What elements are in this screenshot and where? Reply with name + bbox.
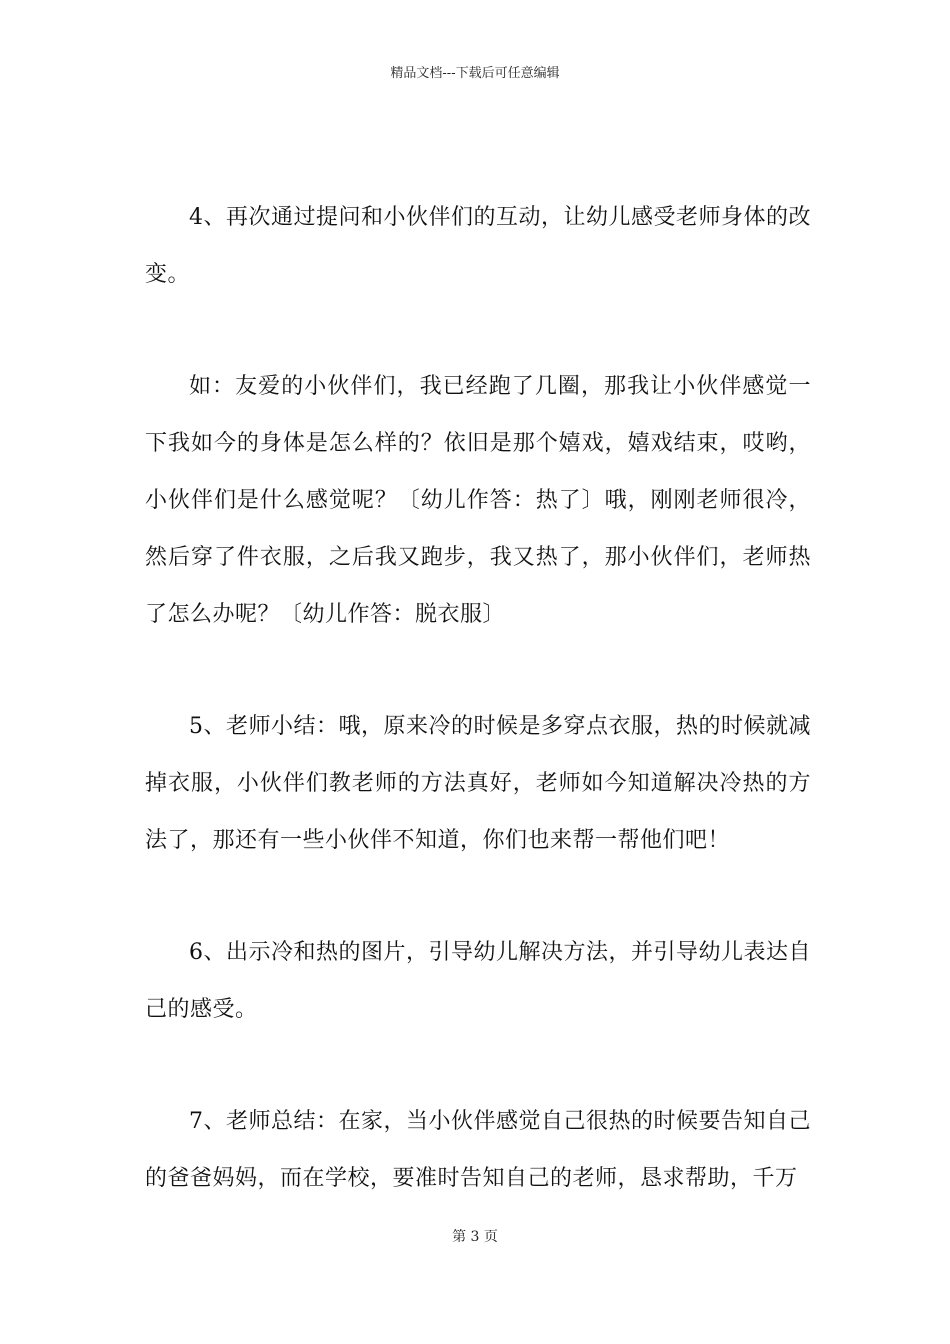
document-body <box>145 189 811 1262</box>
paragraph-step-5: 5、老师小结：哦，原来冷的时候是多穿点衣服，热的时候就减掉衣服，小伙伴们教老师的方法真好，老师如今知道解决冷热的方法了，那还有一些小伙伴不知道，你们也来帮一帮他们吧！ <box>145 714 811 853</box>
paragraph-step-7: 7、老师总结：在家，当小伙伴感觉自己很热的时候要告知自己的爸爸妈妈，而在学校，要准时告知自己的老师，恳求帮助，千万 <box>145 1109 811 1191</box>
paragraph-step-4: 4、再次通过提问和小伙伴们的互动，让幼儿感受老师身体的改变。 <box>145 205 811 287</box>
page-header: 精品文档---下载后可任意编辑 <box>390 66 560 81</box>
page-number: 第 3 页 <box>452 1229 498 1245</box>
paragraph-step-6: 6、出示冷和热的图片，引导幼儿解决方法，并引导幼儿表达自己的感受。 <box>145 940 811 1022</box>
paragraph-example: 如：友爱的小伙伴们，我已经跑了几圈，那我让小伙伴感觉一下我如今的身体是怎么样的？依旧是那个嬉戏，嬉戏结束，哎哟，小伙伴们是什么感觉呢？〔幼儿作答：热了〕哦，刚刚老师很冷，然后穿了件衣服，之后我又跑步，我又热了，那小伙伴们，老师热了怎么办呢？〔幼儿作答：脱衣服〕 <box>145 374 811 627</box>
